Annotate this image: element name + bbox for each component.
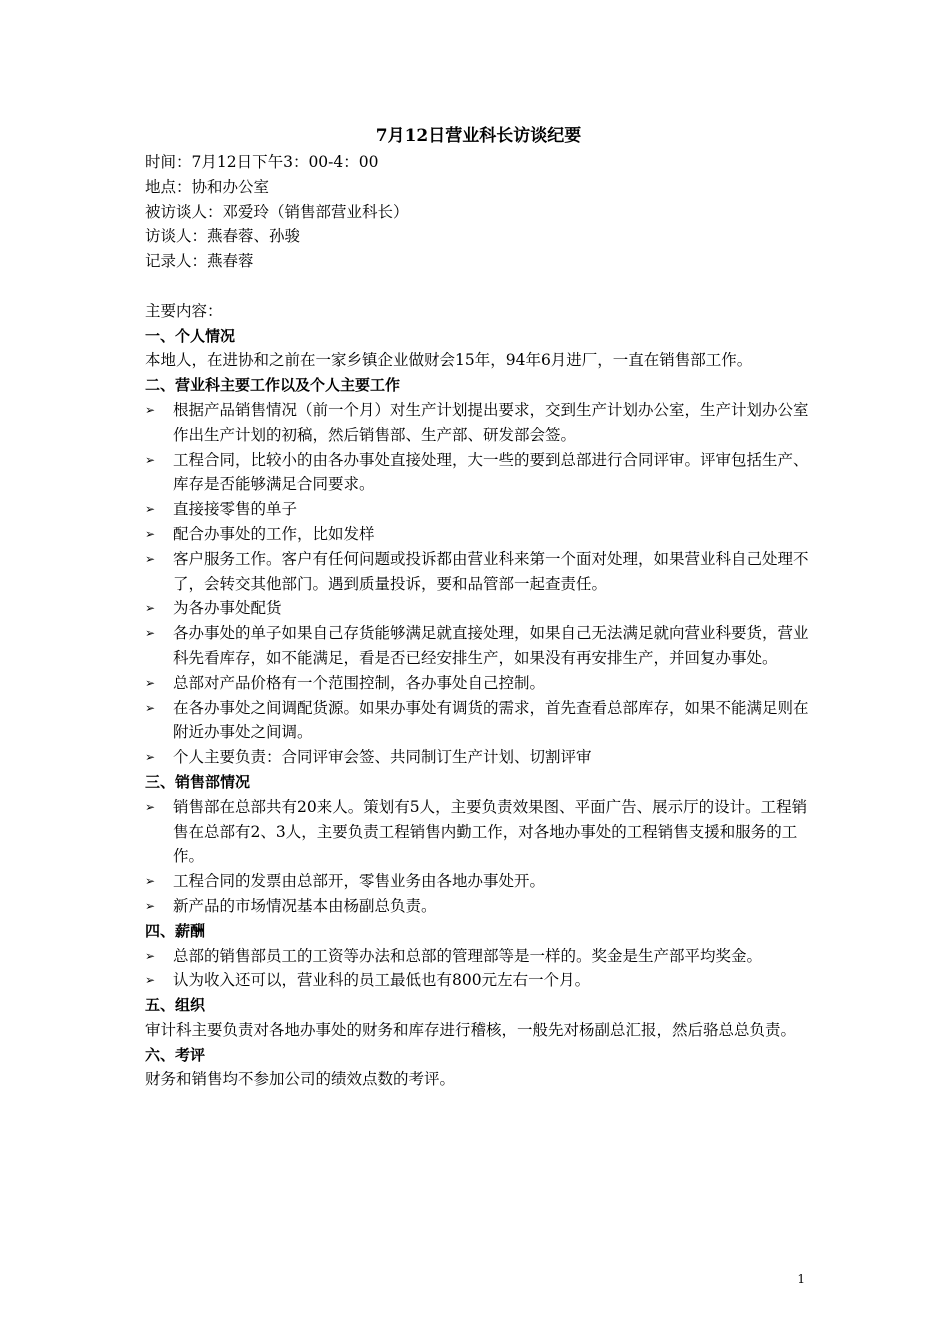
- meta-recorder: 记录人：燕春蓉: [145, 252, 254, 271]
- list-item: [145, 671, 810, 696]
- list-item: [145, 398, 810, 448]
- list-item-text: 在各办事处之间调配货源。如果办事处有调货的需求，首先查看总部库存，如果不能满足则在附近办事处之间调。: [173, 698, 809, 742]
- list-item-text: 认为收入还可以，营业科的员工最低也有800元左右一个月。: [173, 971, 591, 990]
- list-item-text: 总部对产品价格有一个范围控制，各办事处自己控制。: [173, 673, 546, 692]
- list-item-text: 新产品的市场情况基本由杨副总负责。: [173, 896, 437, 915]
- section-heading-organization: 五、组织: [145, 996, 206, 1015]
- list-item: [145, 968, 810, 993]
- arrow-bullet-icon: ➢: [145, 502, 156, 517]
- list-item-text: 工程合同的发票由总部开，零售业务由各地办事处开。: [173, 872, 546, 891]
- arrow-bullet-icon: ➢: [145, 675, 156, 690]
- bullet-list-sales-dept: [145, 795, 810, 919]
- meta-location: 地点：协和办公室: [145, 177, 270, 196]
- list-item: [145, 497, 810, 522]
- list-item: [145, 621, 810, 671]
- list-item-text: 总部的销售部员工的工资等办法和总部的管理部等是一样的。奖金是生产部平均奖金。: [173, 946, 763, 965]
- arrow-bullet-icon: ➢: [145, 874, 156, 889]
- list-item-text: 为各办事处配货: [173, 599, 282, 618]
- list-item: [145, 795, 810, 869]
- list-item-text: 工程合同，比较小的由各办事处直接处理，大一些的要到总部进行合同评审。评审包括生产、库存是否能够满足合同要求。: [173, 450, 809, 494]
- section-heading-sales-dept: 三、销售部情况: [145, 772, 251, 791]
- list-item: [145, 745, 810, 770]
- list-item: [145, 944, 810, 969]
- main-content-label: 主要内容：: [145, 301, 223, 320]
- bullet-list-work: [145, 398, 810, 770]
- list-item: [145, 894, 810, 919]
- list-item-text: 配合办事处的工作，比如发样: [173, 524, 375, 543]
- arrow-bullet-icon: ➢: [145, 551, 156, 566]
- section-heading-work: 二、营业科主要工作以及个人主要工作: [145, 376, 401, 395]
- arrow-bullet-icon: ➢: [145, 452, 156, 467]
- list-item: [145, 547, 810, 597]
- meta-time: 时间：7月12日下午3：00-4：00: [145, 153, 379, 171]
- section-paragraph-evaluation: 财务和销售均不参加公司的绩效点数的考评。: [145, 1070, 456, 1089]
- section-paragraph-organization: 审计科主要负责对各地办事处的财务和库存进行稽核，一般先对杨副总汇报，然后骆总总负责。: [145, 1020, 797, 1039]
- arrow-bullet-icon: ➢: [145, 799, 156, 814]
- section-heading-salary: 四、薪酬: [145, 921, 206, 940]
- list-item-text: 客户服务工作。客户有任何问题或投诉都由营业科来第一个面对处理，如果营业科自己处理不了，会转交其他部门。遇到质量投诉，要和品管部一起查责任。: [173, 549, 809, 593]
- section-heading-personal: 一、个人情况: [145, 326, 236, 345]
- arrow-bullet-icon: ➢: [145, 948, 156, 963]
- document-title: 7月12日营业科长访谈纪要: [375, 126, 582, 146]
- list-item: [145, 869, 810, 894]
- list-item-text: 销售部在总部共有20来人。策划有5人，主要负责效果图、平面广告、展示厅的设计。工程销售在总部有2、3人，主要负责工程销售内勤工作，对各地办事处的工程销售支援和服务的工作。: [173, 797, 808, 866]
- blank-line: [145, 274, 810, 299]
- arrow-bullet-icon: ➢: [145, 700, 156, 715]
- list-item: [145, 448, 810, 498]
- meta-interviewers: 访谈人：燕春蓉、孙骏: [145, 227, 301, 246]
- list-item: [145, 596, 810, 621]
- bullet-list-salary: [145, 944, 810, 994]
- arrow-bullet-icon: ➢: [145, 402, 156, 417]
- section-heading-evaluation: 六、考评: [145, 1045, 206, 1064]
- arrow-bullet-icon: ➢: [145, 601, 156, 616]
- list-item-text: 各办事处的单子如果自己存货能够满足就直接处理，如果自己无法满足就向营业科要货，营业科先看库存，如不能满足，看是否已经安排生产，如果没有再安排生产，并回复办事处。: [173, 624, 809, 667]
- list-item: [145, 522, 810, 547]
- arrow-bullet-icon: ➢: [145, 526, 156, 541]
- arrow-bullet-icon: ➢: [145, 973, 156, 988]
- list-item-text: 根据产品销售情况（前一个月）对生产计划提出要求，交到生产计划办公室，生产计划办公室作出生产计划的初稿，然后销售部、生产部、研发部会签。: [173, 400, 809, 444]
- list-item: [145, 696, 810, 746]
- list-item-text: 个人主要负责：合同评审会签、共同制订生产计划、切割评审: [173, 748, 592, 767]
- list-item-text: 直接接零售的单子: [173, 500, 298, 519]
- arrow-bullet-icon: ➢: [145, 626, 156, 641]
- arrow-bullet-icon: ➢: [145, 750, 156, 765]
- meta-interviewee: 被访谈人：邓爱玲（销售部营业科长）: [145, 202, 409, 221]
- section-paragraph-personal: 本地人，在进协和之前在一家乡镇企业做财会15年，94年6月进厂，一直在销售部工作。: [145, 351, 753, 370]
- document-body: [145, 122, 810, 1092]
- arrow-bullet-icon: ➢: [145, 898, 156, 913]
- page-number: 1: [797, 1272, 805, 1286]
